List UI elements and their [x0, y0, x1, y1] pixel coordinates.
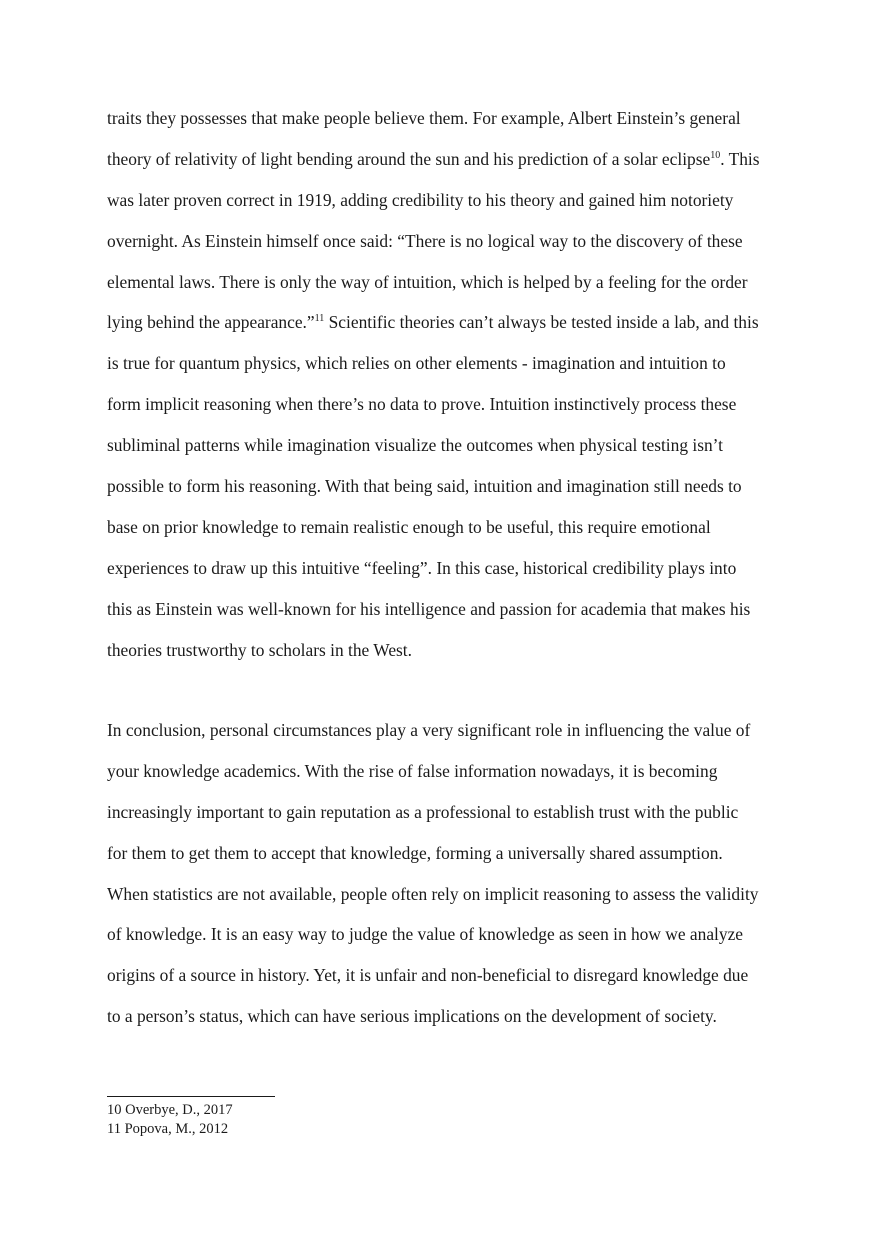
- text-line: this as Einstein was well-known for his intelligence and passion for academia that makes his: [107, 598, 751, 619]
- text-line: lying behind the appearance.”$^{11}$ Scientific theories can’t always be tested inside a lab, and this: [107, 312, 759, 333]
- text-line: theory of relativity of light bending around the sun and his prediction of a solar eclipse$^{10}$. This: [107, 148, 760, 169]
- text-line: base on prior knowledge to remain realistic enough to be useful, this require emotional: [107, 516, 711, 537]
- text-line: to a person’s status, which can have serious implications on the development of society.: [107, 1006, 717, 1027]
- text-line: theories trustworthy to scholars in the West.: [107, 639, 412, 660]
- text-line: form implicit reasoning when there’s no data to prove. Intuition instinctively process these: [107, 394, 737, 415]
- text-line: overnight. As Einstein himself once said: “There is no logical way to the discovery of these: [107, 230, 743, 251]
- body-paragraph-1: [107, 108, 787, 680]
- text-line: elemental laws. There is only the way of intuition, which is helped by a feeling for the order: [107, 271, 748, 292]
- body-paragraph-2: [107, 720, 787, 1047]
- footnote-11: 11 Popova, M., 2012: [107, 1121, 229, 1137]
- text-line: was later proven correct in 1919, adding credibility to his theory and gained him notoriety: [107, 189, 734, 210]
- text-line: for them to get them to accept that knowledge, forming a universally shared assumption.: [107, 842, 723, 863]
- text-line: increasingly important to gain reputation as a professional to establish trust with the public: [107, 801, 739, 822]
- text-line: When statistics are not available, people often rely on implicit reasoning to assess the validity: [107, 883, 759, 904]
- footnote-10: 10 Overbye, D., 2017: [107, 1102, 233, 1118]
- text-line: is true for quantum physics, which relies on other elements - imagination and intuition to: [107, 353, 726, 374]
- text-line: origins of a source in history. Yet, it is unfair and non-beneficial to disregard knowledge due: [107, 965, 749, 986]
- text-line: traits they possesses that make people believe them. For example, Albert Einstein’s general: [107, 108, 741, 128]
- text-line: subliminal patterns while imagination visualize the outcomes when physical testing isn’t: [107, 435, 723, 456]
- text-line: of knowledge. It is an easy way to judge the value of knowledge as seen in how we analyze: [107, 924, 744, 945]
- text-line: possible to form his reasoning. With that being said, intuition and imagination still needs to: [107, 476, 742, 497]
- footnote-ref-11[interactable]: 11: [314, 313, 325, 325]
- text-line: your knowledge academics. With the rise of false information nowadays, it is becoming: [107, 760, 718, 781]
- text-line: experiences to draw up this intuitive “feeling”. In this case, historical credibility plays into: [107, 557, 737, 578]
- footnotes: [107, 1101, 507, 1139]
- text-line: In conclusion, personal circumstances play a very significant role in influencing the value of: [107, 720, 751, 740]
- footnote-divider: [107, 1096, 275, 1097]
- footnote-ref-10[interactable]: 10: [710, 149, 721, 161]
